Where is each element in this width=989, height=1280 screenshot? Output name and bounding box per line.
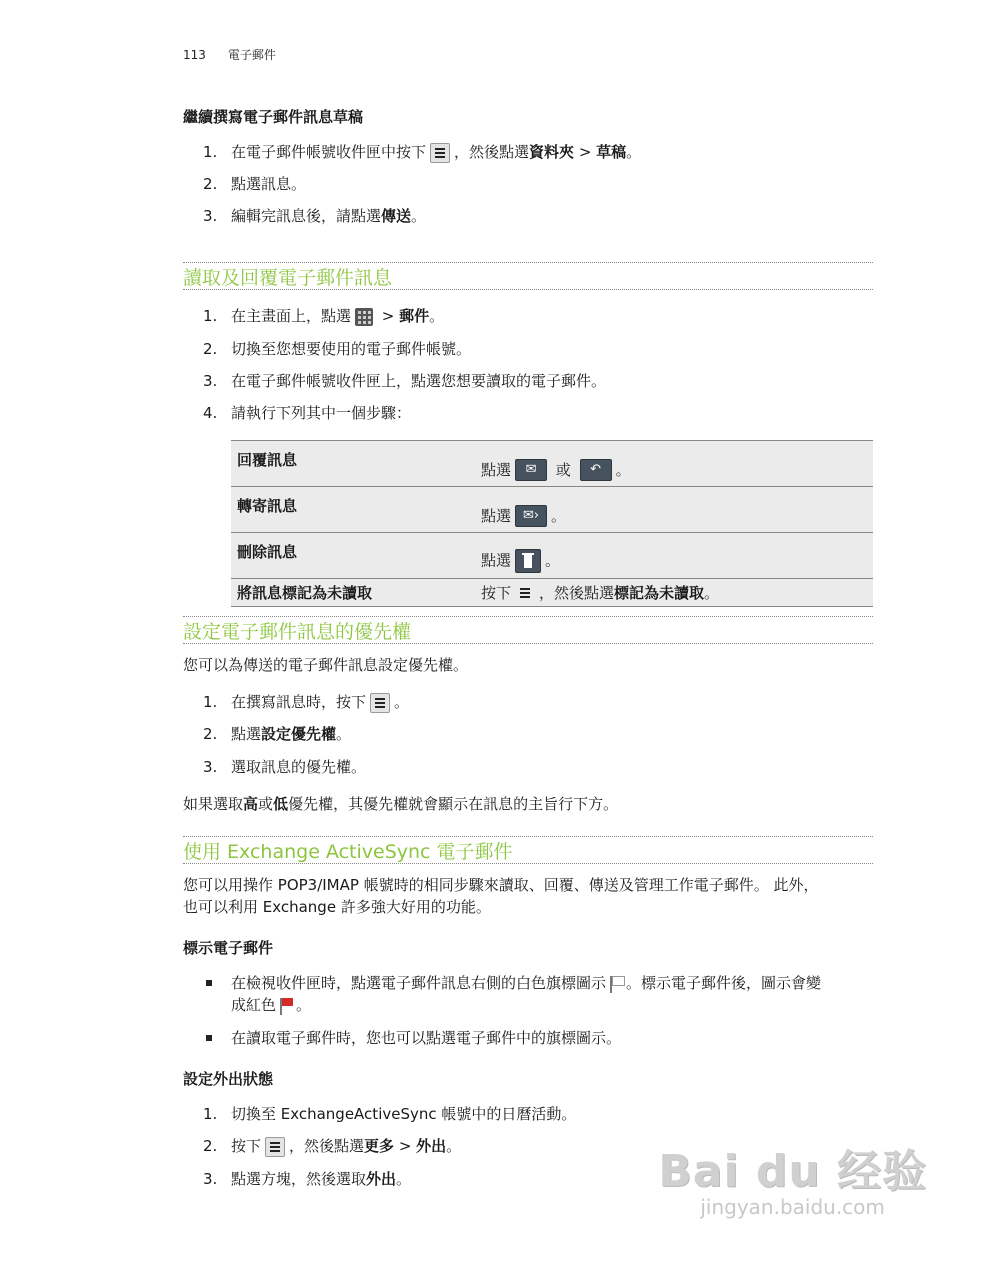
drafts-step-3: 3. 編輯完訊息後，請點選傳送。 <box>203 207 427 225</box>
ooo-step-1: 1. 切換至 ExchangeActiveSync 帳號中的日曆活動。 <box>203 1105 577 1123</box>
action-label: 將訊息標記為未讀取 <box>231 579 475 607</box>
flag-heading: 標示電子郵件 <box>183 939 274 957</box>
priority-note: 如果選取高或低優先權，其優先權就會顯示在訊息的主旨行下方。 <box>183 795 619 813</box>
table-row <box>231 533 873 579</box>
forward-icon: ✉› <box>515 505 547 527</box>
exchange-intro-line-1: 您可以用操作 POP3/IMAP 帳號時的相同步驟來讀取、回覆、傳送及管理工作電子郵件。 此外， <box>183 876 819 894</box>
all-apps-icon <box>355 308 373 326</box>
action-label: 回覆訊息 <box>231 441 475 487</box>
priority-step-3: 3. 選取訊息的優先權。 <box>203 758 367 776</box>
table-row <box>231 579 873 607</box>
red-flag-icon <box>279 997 293 1015</box>
reply-all-icon: ↶ <box>580 459 612 481</box>
baidu-watermark <box>658 1135 927 1219</box>
page-number: 113 <box>183 48 206 62</box>
read-step-3: 3. 在電子郵件帳號收件匣上，點選您想要讀取的電子郵件。 <box>203 372 607 390</box>
action-instruction: 點選 ✉› 。 <box>475 487 873 533</box>
ooo-step-3: 3. 點選方塊，然後選取外出。 <box>203 1170 412 1188</box>
table-row <box>231 487 873 533</box>
action-instruction: 點選 ✉ 或 ↶ 。 <box>475 441 873 487</box>
flag-bullet-1: 在檢視收件匣時，點選電子郵件訊息右側的白色旗標圖示 。標示電子郵件後，圖示會變 成紅色 。 <box>206 972 876 1016</box>
running-head <box>183 46 276 63</box>
delete-icon <box>515 549 541 573</box>
action-label: 刪除訊息 <box>231 533 475 579</box>
section-title-read-reply: 讀取及回覆電子郵件訊息 <box>183 262 873 290</box>
drafts-heading: 繼續撰寫電子郵件訊息草稿 <box>183 108 364 126</box>
exchange-intro-line-2: 也可以利用 Exchange 許多強大好用的功能。 <box>183 898 491 916</box>
chapter-title: 電子郵件 <box>227 48 276 62</box>
ooo-heading: 設定外出狀態 <box>183 1070 274 1088</box>
action-instruction: 按下 ，然後點選標記為未讀取。 <box>475 579 873 607</box>
menu-key-icon <box>430 143 450 163</box>
watermark-logo: Bai du 经验 <box>658 1146 927 1197</box>
read-step-2: 2. 切換至您想要使用的電子郵件帳號。 <box>203 340 472 358</box>
priority-step-2: 2. 點選設定優先權。 <box>203 725 352 743</box>
action-instruction: 點選 。 <box>475 533 873 579</box>
read-step-1: 1. 在主畫面上，點選 > 郵件。 <box>203 307 445 325</box>
drafts-step-2: 2. 點選訊息。 <box>203 175 307 193</box>
watermark-url: jingyan.baidu.com <box>700 1195 885 1219</box>
menu-key-icon <box>370 693 390 713</box>
table-row <box>231 441 873 487</box>
ooo-step-2: 2. 按下 ，然後點選更多 > 外出。 <box>203 1137 462 1155</box>
priority-step-1: 1. 在撰寫訊息時，按下 。 <box>203 693 410 711</box>
actions-table <box>231 440 873 607</box>
drafts-step-1: 1. 在電子郵件帳號收件匣中按下 ，然後點選資料夾 > 草稿。 <box>203 143 642 161</box>
menu-key-icon <box>265 1137 285 1157</box>
menu-key-icon <box>515 583 535 603</box>
section-title-priority: 設定電子郵件訊息的優先權 <box>183 616 873 644</box>
flag-bullet-2: 在讀取電子郵件時，您也可以點選電子郵件中的旗標圖示。 <box>206 1027 876 1049</box>
reply-icon: ✉ <box>515 459 547 481</box>
priority-intro: 您可以為傳送的電子郵件訊息設定優先權。 <box>183 656 469 674</box>
action-label: 轉寄訊息 <box>231 487 475 533</box>
read-step-4: 4. 請執行下列其中一個步驟： <box>203 404 412 422</box>
section-title-exchange: 使用 Exchange ActiveSync 電子郵件 <box>183 836 873 864</box>
white-flag-icon <box>609 975 623 993</box>
